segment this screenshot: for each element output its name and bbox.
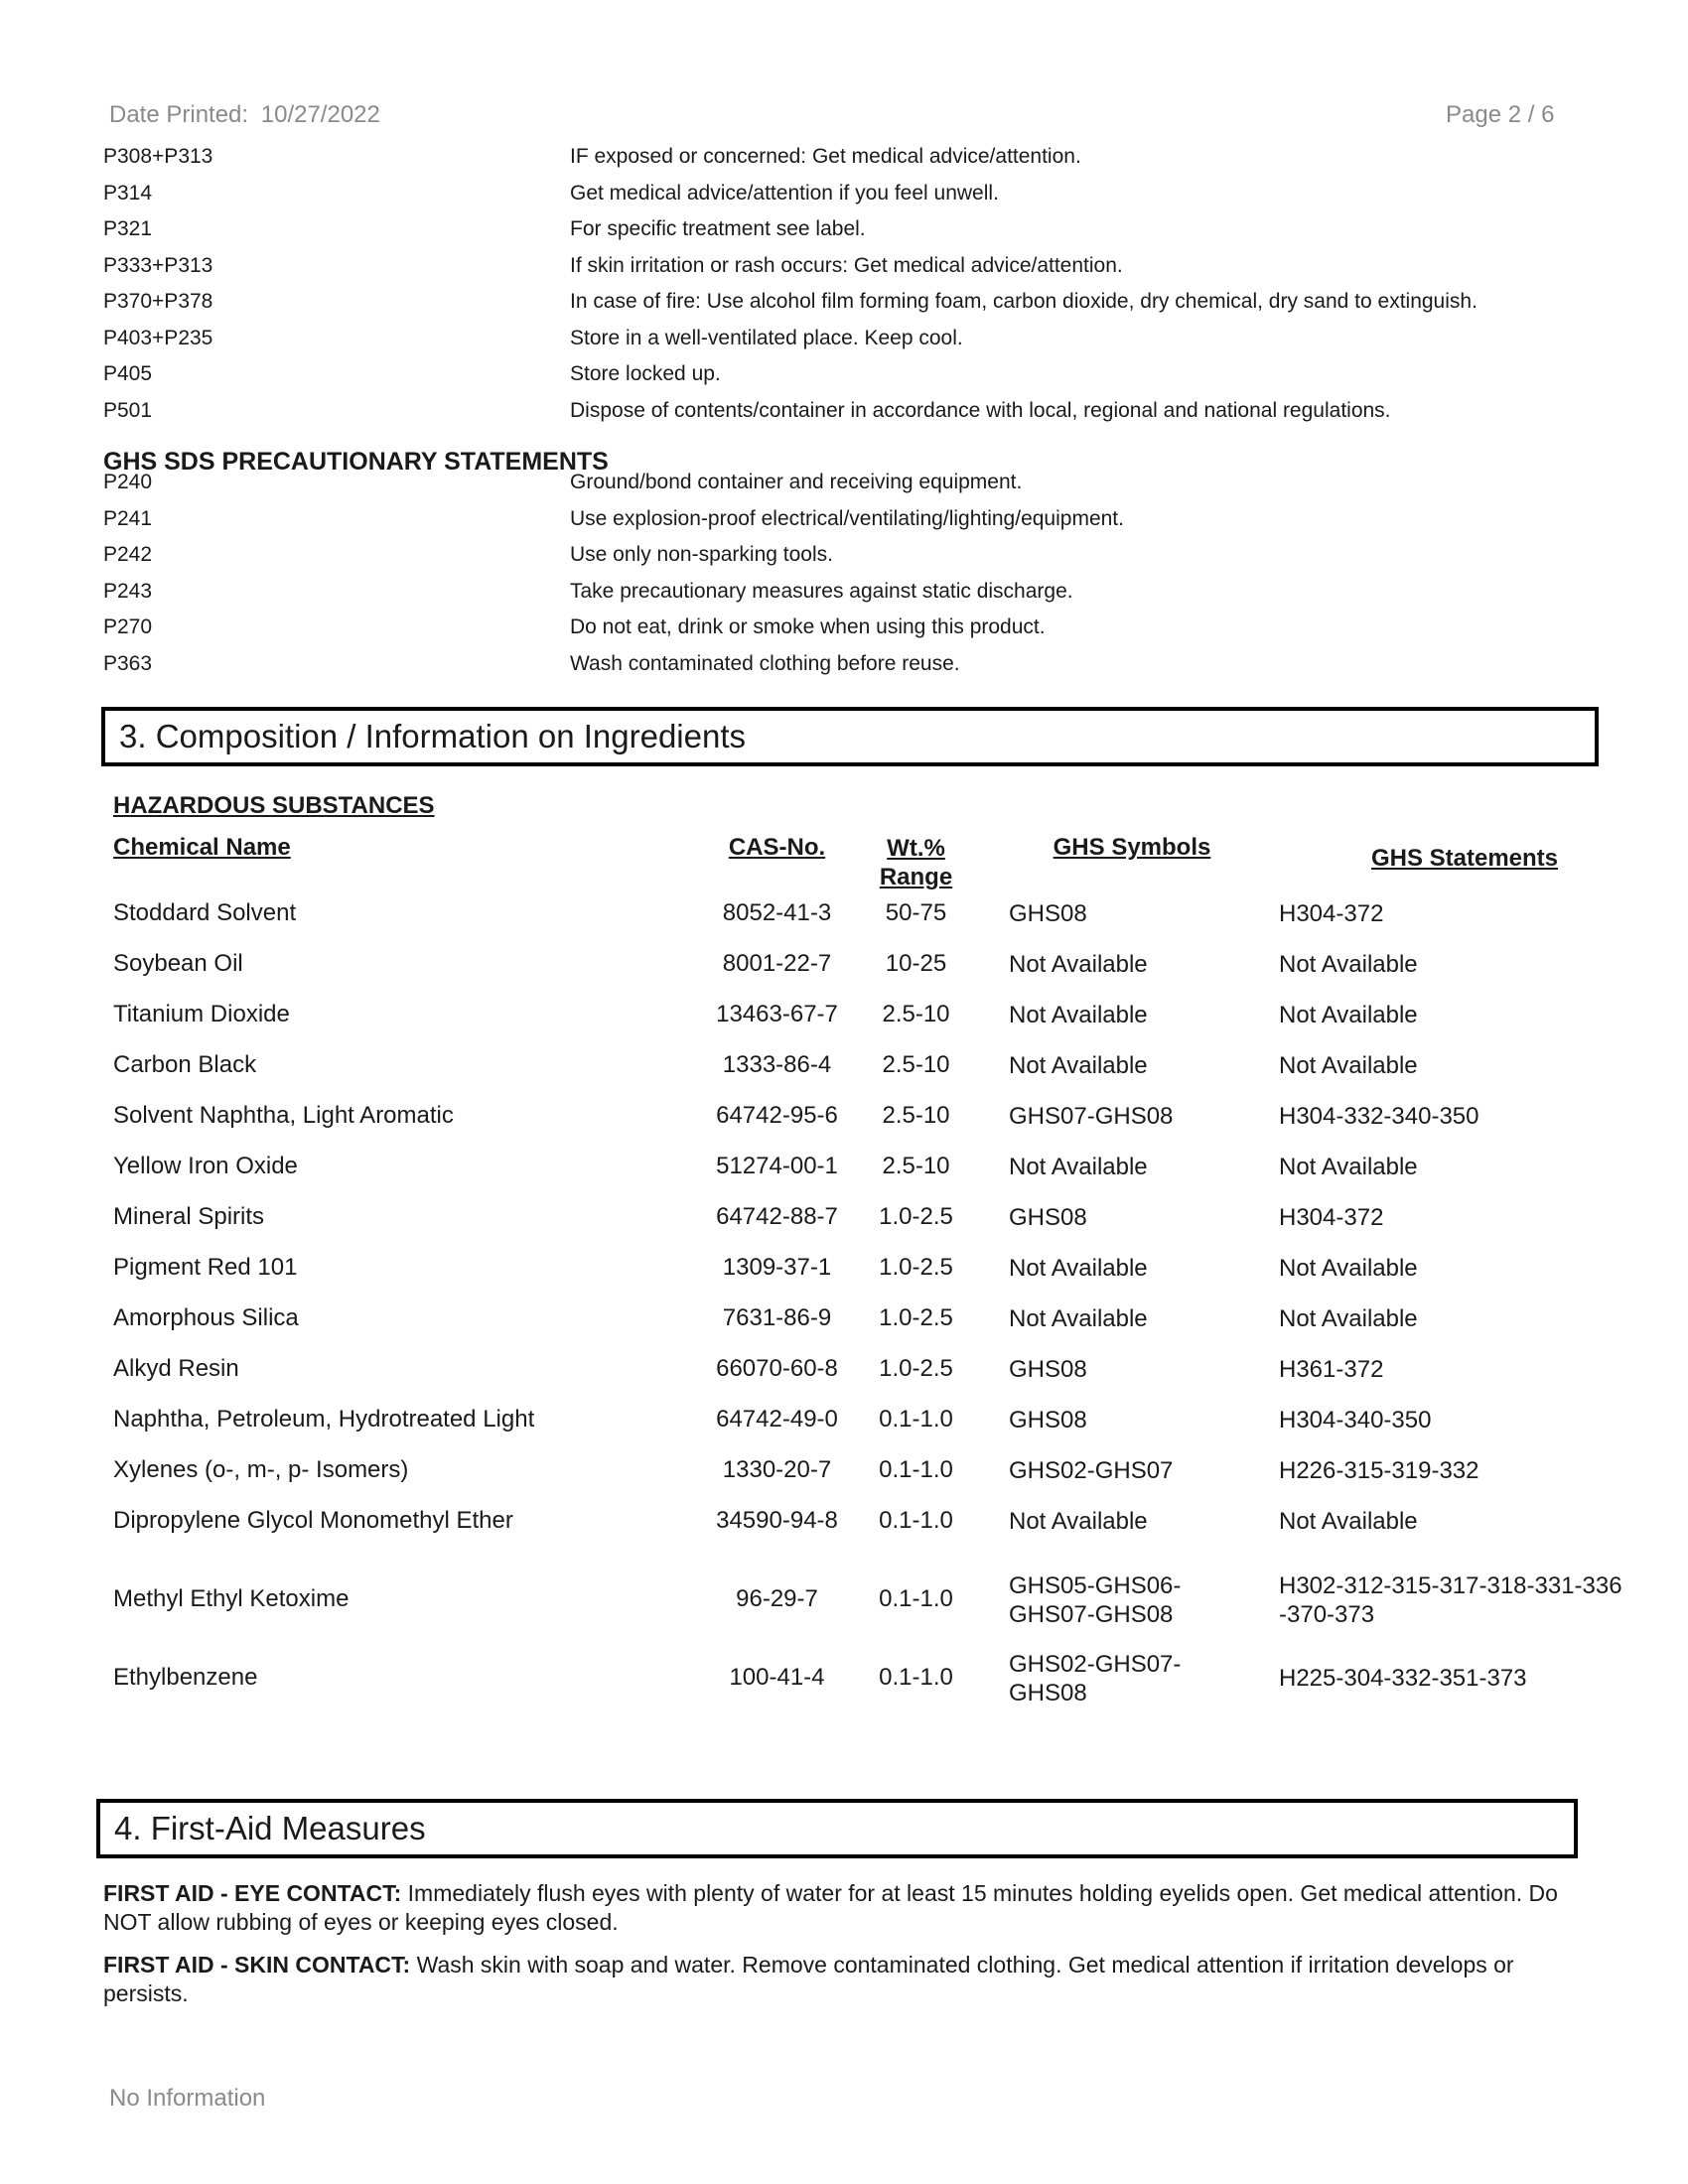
precaution-code: P321 bbox=[103, 217, 153, 240]
table-row bbox=[0, 1304, 1688, 1334]
weight-range: 1.0-2.5 bbox=[879, 1355, 953, 1382]
cas-number: 1309-37-1 bbox=[722, 1254, 832, 1281]
ghs-symbols-line: GHS08 bbox=[1009, 1204, 1087, 1231]
ghs-symbols-line: GHS08 bbox=[1009, 1356, 1087, 1383]
precaution-code: P243 bbox=[103, 579, 153, 603]
precaution-code: P240 bbox=[103, 471, 153, 493]
precaution-code: P403+P235 bbox=[103, 326, 213, 349]
ghs-statements bbox=[1279, 1355, 1383, 1384]
ghs-statements-line: Not Available bbox=[1279, 1052, 1418, 1079]
date-printed bbox=[109, 101, 380, 129]
section-4-header bbox=[96, 1799, 1578, 1858]
table-row bbox=[0, 1203, 1688, 1233]
col-cas-no: CAS-No. bbox=[728, 834, 826, 861]
ghs-statements-line: Not Available bbox=[1279, 1305, 1418, 1332]
date-printed-value: 10/27/2022 bbox=[260, 101, 380, 128]
precaution-text: Store in a well-ventilated place. Keep cool. bbox=[570, 326, 963, 349]
table-row bbox=[0, 1456, 1688, 1486]
ghs-symbols bbox=[1009, 1254, 1148, 1283]
ghs-statements bbox=[1279, 1664, 1527, 1693]
ghs-statements bbox=[1279, 1507, 1418, 1536]
ghs-symbols bbox=[1009, 1001, 1148, 1029]
first-aid-eye bbox=[103, 1879, 1593, 1937]
ghs-symbols bbox=[1009, 950, 1148, 979]
ghs-symbols-line: GHS02-GHS07- bbox=[1009, 1651, 1182, 1678]
chemical-name: Carbon Black bbox=[113, 1051, 257, 1078]
precaution-code: P314 bbox=[103, 181, 153, 205]
precaution-text: Take precautionary measures against static discharge. bbox=[570, 579, 1073, 603]
precaution-text: Ground/bond container and receiving equipment. bbox=[570, 471, 1023, 493]
precaution-text: If skin irritation or rash occurs: Get medical advice/attention. bbox=[570, 253, 1123, 277]
ghs-statements bbox=[1279, 1304, 1418, 1333]
cas-number: 100-41-4 bbox=[729, 1664, 825, 1691]
ghs-symbols-line: Not Available bbox=[1009, 1002, 1148, 1028]
first-aid-eye-label: FIRST AID - EYE CONTACT: bbox=[103, 1880, 402, 1906]
cas-number: 96-29-7 bbox=[736, 1585, 818, 1612]
ghs-statements bbox=[1279, 899, 1383, 928]
ghs-symbols bbox=[1009, 1304, 1148, 1333]
ghs-statements bbox=[1279, 1571, 1622, 1629]
ghs-symbols-line: GHS07-GHS08 bbox=[1009, 1601, 1174, 1628]
cas-number: 8052-41-3 bbox=[722, 899, 832, 926]
table-row bbox=[0, 1102, 1688, 1132]
weight-range: 2.5-10 bbox=[882, 1001, 950, 1027]
cas-number: 7631-86-9 bbox=[722, 1304, 832, 1331]
table-row bbox=[0, 1001, 1688, 1030]
precaution-code: P333+P313 bbox=[103, 253, 213, 277]
ghs-statements-line: H226-315-319-332 bbox=[1279, 1457, 1479, 1484]
ghs-symbols bbox=[1009, 1507, 1148, 1536]
ghs-statements bbox=[1279, 1153, 1418, 1181]
precaution-text: IF exposed or concerned: Get medical advice/attention. bbox=[570, 145, 1081, 168]
ghs-symbols bbox=[1009, 1102, 1173, 1131]
ghs-symbols-line: Not Available bbox=[1009, 1305, 1148, 1332]
ghs-symbols-line: GHS08 bbox=[1009, 1680, 1087, 1706]
chemical-name: Pigment Red 101 bbox=[113, 1254, 298, 1281]
cas-number: 64742-95-6 bbox=[716, 1102, 838, 1129]
weight-range: 1.0-2.5 bbox=[879, 1254, 953, 1281]
ghs-symbols bbox=[1009, 1203, 1087, 1232]
weight-range: 1.0-2.5 bbox=[879, 1304, 953, 1331]
section-3-title: 3. Composition / Information on Ingredients bbox=[119, 718, 747, 754]
col-wt-line2: Range bbox=[879, 864, 953, 890]
chemical-name: Dipropylene Glycol Monomethyl Ether bbox=[113, 1507, 513, 1534]
precaution-code: P241 bbox=[103, 506, 153, 530]
weight-range: 2.5-10 bbox=[882, 1153, 950, 1179]
ghs-statements bbox=[1279, 1254, 1418, 1283]
ghs-statements-line: H302-312-315-317-318-331-336 bbox=[1279, 1572, 1622, 1599]
chemical-name: Yellow Iron Oxide bbox=[113, 1153, 298, 1179]
table-row bbox=[0, 950, 1688, 980]
precaution-text: Wash contaminated clothing before reuse. bbox=[570, 651, 960, 675]
weight-range: 1.0-2.5 bbox=[879, 1203, 953, 1230]
ghs-statements-line: H225-304-332-351-373 bbox=[1279, 1665, 1527, 1692]
section-4-title: 4. First-Aid Measures bbox=[114, 1810, 426, 1846]
ghs-statements bbox=[1279, 950, 1418, 979]
precaution-code: P370+P378 bbox=[103, 290, 213, 313]
first-aid-skin-text: Wash skin with soap and water. Remove contaminated clothing. Get medical attention if irritation develops or persists. bbox=[103, 1952, 1514, 2006]
cas-number: 8001-22-7 bbox=[722, 950, 832, 977]
table-row bbox=[0, 1507, 1688, 1537]
ghs-symbols-line: GHS07-GHS08 bbox=[1009, 1103, 1174, 1130]
table-row bbox=[0, 899, 1688, 929]
ghs-statements-line: Not Available bbox=[1279, 1255, 1418, 1282]
ghs-symbols bbox=[1009, 1650, 1181, 1707]
col-wt-line1: Wt.% bbox=[887, 835, 945, 862]
cas-number: 13463-67-7 bbox=[716, 1001, 838, 1027]
ghs-precautionary-heading: GHS SDS PRECAUTIONARY STATEMENTS bbox=[103, 448, 609, 476]
ghs-symbols-line: Not Available bbox=[1009, 1154, 1148, 1180]
weight-range: 0.1-1.0 bbox=[879, 1507, 953, 1534]
chemical-name: Soybean Oil bbox=[113, 950, 243, 977]
ghs-statements-line: -370-373 bbox=[1279, 1601, 1375, 1628]
precaution-code: P270 bbox=[103, 615, 153, 638]
ghs-statements-line: Not Available bbox=[1279, 1154, 1418, 1180]
ghs-statements bbox=[1279, 1001, 1418, 1029]
ghs-statements-line: H304-332-340-350 bbox=[1279, 1103, 1479, 1130]
ghs-symbols-line: GHS08 bbox=[1009, 900, 1087, 927]
precaution-code: P242 bbox=[103, 543, 153, 566]
precaution-text: For specific treatment see label. bbox=[570, 217, 866, 240]
weight-range: 2.5-10 bbox=[882, 1102, 950, 1129]
cas-number: 1333-86-4 bbox=[722, 1051, 832, 1078]
cas-number: 64742-49-0 bbox=[716, 1406, 838, 1433]
ghs-symbols-line: GHS08 bbox=[1009, 1407, 1087, 1433]
cas-number: 34590-94-8 bbox=[716, 1507, 838, 1534]
ghs-symbols bbox=[1009, 899, 1087, 928]
ghs-symbols-line: Not Available bbox=[1009, 1052, 1148, 1079]
chemical-name: Ethylbenzene bbox=[113, 1664, 258, 1691]
table-row bbox=[0, 1051, 1688, 1081]
weight-range: 0.1-1.0 bbox=[879, 1406, 953, 1433]
footer-note: No Information bbox=[109, 2085, 266, 2112]
chemical-name: Alkyd Resin bbox=[113, 1355, 239, 1382]
ghs-statements-line: Not Available bbox=[1279, 1002, 1418, 1028]
ghs-statements bbox=[1279, 1051, 1418, 1080]
ghs-symbols-line: GHS02-GHS07 bbox=[1009, 1457, 1174, 1484]
weight-range: 0.1-1.0 bbox=[879, 1456, 953, 1483]
ghs-symbols bbox=[1009, 1406, 1087, 1434]
precaution-text: In case of fire: Use alcohol film forming foam, carbon dioxide, dry chemical, dry sand to extinguish. bbox=[570, 290, 1477, 313]
section-3-header bbox=[101, 707, 1599, 766]
cas-number: 66070-60-8 bbox=[716, 1355, 838, 1382]
first-aid-eye-text: Immediately flush eyes with plenty of water for at least 15 minutes holding eyelids open. Get medical attention. Do NOT allow rubbing of eyes or keeping eyes closed. bbox=[103, 1880, 1558, 1935]
weight-range: 50-75 bbox=[885, 899, 947, 926]
ghs-statements bbox=[1279, 1102, 1478, 1131]
cas-number: 51274-00-1 bbox=[716, 1153, 838, 1179]
table-row bbox=[0, 1355, 1688, 1385]
ghs-symbols-line: GHS05-GHS06- bbox=[1009, 1572, 1182, 1599]
ghs-symbols bbox=[1009, 1571, 1181, 1629]
ghs-statements-line: H304-340-350 bbox=[1279, 1407, 1432, 1433]
precaution-text: Do not eat, drink or smoke when using this product. bbox=[570, 615, 1046, 638]
precaution-code: P308+P313 bbox=[103, 145, 213, 168]
table-row bbox=[0, 1153, 1688, 1182]
precaution-text: Store locked up. bbox=[570, 362, 721, 385]
col-wt-range bbox=[869, 834, 963, 891]
ghs-symbols bbox=[1009, 1051, 1148, 1080]
ghs-statements bbox=[1279, 1456, 1478, 1485]
precaution-text: Get medical advice/attention if you feel unwell. bbox=[570, 181, 999, 205]
ghs-statements bbox=[1279, 1203, 1383, 1232]
chemical-name: Naphtha, Petroleum, Hydrotreated Light bbox=[113, 1406, 535, 1433]
col-ghs-statements: GHS Statements bbox=[1370, 845, 1559, 872]
precaution-text: Use only non-sparking tools. bbox=[570, 543, 833, 566]
chemical-name: Titanium Dioxide bbox=[113, 1001, 290, 1027]
hazardous-substances-heading: HAZARDOUS SUBSTANCES bbox=[113, 792, 435, 819]
page-number: Page 2 / 6 bbox=[1446, 101, 1555, 128]
precaution-code: P363 bbox=[103, 651, 153, 675]
chemical-name: Mineral Spirits bbox=[113, 1203, 265, 1230]
table-row bbox=[0, 1571, 1688, 1629]
chemical-name: Xylenes (o-, m-, p- Isomers) bbox=[113, 1456, 409, 1483]
ghs-symbols bbox=[1009, 1355, 1087, 1384]
weight-range: 0.1-1.0 bbox=[879, 1664, 953, 1691]
ghs-statements-line: Not Available bbox=[1279, 1508, 1418, 1535]
weight-range: 0.1-1.0 bbox=[879, 1585, 953, 1612]
precaution-text: Dispose of contents/container in accordance with local, regional and national regulations. bbox=[570, 398, 1391, 422]
chemical-name: Methyl Ethyl Ketoxime bbox=[113, 1585, 350, 1612]
col-chemical-name: Chemical Name bbox=[113, 834, 291, 861]
table-row bbox=[0, 1650, 1688, 1707]
table-row bbox=[0, 1406, 1688, 1435]
date-printed-label: Date Printed: bbox=[109, 101, 249, 128]
weight-range: 2.5-10 bbox=[882, 1051, 950, 1078]
ghs-statements-line: H361-372 bbox=[1279, 1356, 1384, 1383]
precaution-code: P501 bbox=[103, 398, 153, 422]
precaution-code: P405 bbox=[103, 362, 153, 385]
ghs-statements-line: H304-372 bbox=[1279, 900, 1384, 927]
col-ghs-symbols: GHS Symbols bbox=[1053, 834, 1211, 861]
table-row bbox=[0, 1254, 1688, 1284]
ghs-statements bbox=[1279, 1406, 1431, 1434]
ghs-symbols bbox=[1009, 1456, 1173, 1485]
ghs-symbols-line: Not Available bbox=[1009, 1508, 1148, 1535]
precaution-text: Use explosion-proof electrical/ventilating/lighting/equipment. bbox=[570, 506, 1124, 530]
ghs-statements-line: H304-372 bbox=[1279, 1204, 1384, 1231]
first-aid-skin-label: FIRST AID - SKIN CONTACT: bbox=[103, 1952, 411, 1978]
ghs-statements-line: Not Available bbox=[1279, 951, 1418, 978]
chemical-name: Solvent Naphtha, Light Aromatic bbox=[113, 1102, 454, 1129]
cas-number: 1330-20-7 bbox=[722, 1456, 832, 1483]
ghs-symbols bbox=[1009, 1153, 1148, 1181]
ghs-symbols-line: Not Available bbox=[1009, 951, 1148, 978]
ghs-symbols-line: Not Available bbox=[1009, 1255, 1148, 1282]
chemical-name: Stoddard Solvent bbox=[113, 899, 297, 926]
chemical-name: Amorphous Silica bbox=[113, 1304, 299, 1331]
cas-number: 64742-88-7 bbox=[716, 1203, 838, 1230]
weight-range: 10-25 bbox=[885, 950, 947, 977]
first-aid-skin bbox=[103, 1951, 1593, 2008]
